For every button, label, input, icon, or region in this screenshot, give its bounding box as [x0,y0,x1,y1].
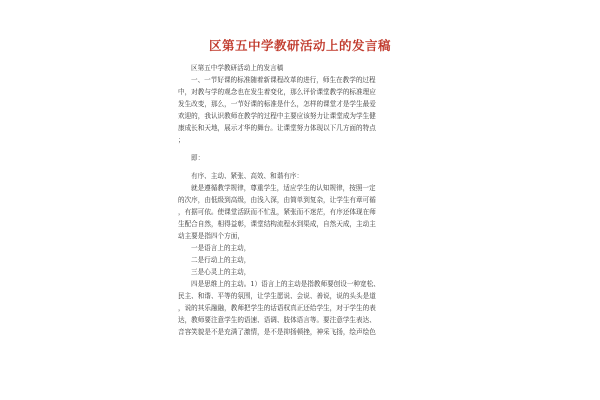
paragraph-line: 生配合自然，相得益彰，课堂结构流程水到渠成，自然天成，主动主 [178,220,376,228]
paragraph-line: 中，对教与学的观念也在发生着变化，那么评价课堂教学的标准理应 [178,88,376,96]
paragraph-line: 即： [191,154,205,162]
document-title: 区第五中学教研活动上的发言稿 [208,38,391,53]
paragraph-line: 达，教师要注意学生的语速、语调、肢体语言等。要注意学生表达、 [178,316,376,324]
paragraph-line: 民主、和谐、平等的氛围，让学生愿说、会说、善说，说的头头是道 [178,292,376,300]
paragraph-line: 的次序，由低级到高级，由浅入深，由简单到复杂，让学生有章可循 [178,196,376,204]
paragraph-line: 欢迎的，我认识教师在教学的过程中主要应该努力让课堂成为学生健 [178,112,376,120]
paragraph-line: 一是语言上的主动， [191,244,251,252]
paragraph-line: 康成长和天地，展示才华的舞台。让课堂努力体现以下几方面的特点 [178,124,376,132]
document-body [178,62,416,338]
paragraph-line: 音容笑貌是不是充满了激情，是不是抑扬顿挫，神采飞扬，绘声绘色 [178,328,376,336]
paragraph-line: 一、一节好课的标准随着新课程改革的进行，师生在教学的过程 [191,76,376,84]
paragraph-line: ，说的其乐融融，教师把学生的话语权真正还给学生，对于学生的表 [178,304,376,312]
paragraph-line: ； [178,136,185,144]
paragraph-line: 就是遵循教学规律，尊重学生，适应学生的认知规律，按照一定 [191,184,376,192]
subtitle-line: 区第五中学教研活动上的发言稿 [191,64,284,72]
paragraph-line: 动主要是指四个方面， [178,232,244,240]
paragraph-line: 四是思维上的主动。1）语言上的主动是指教师要创设一种宽松、 [191,280,380,288]
paragraph-line: 二是行动上的主动， [191,256,251,264]
paragraph-line: ，有据可依。使课堂活跃而不忙乱，紧张而不迷茫，有序还体现在师 [178,208,376,216]
paragraph-line: 发生改变，那么，一节好课的标准是什么，怎样的课堂才是学生最爱 [178,100,376,108]
paragraph-line: 三是心灵上的主动， [191,268,251,276]
paragraph-line: 有序、主动、紧张、高效、和谐有序： [191,172,304,180]
